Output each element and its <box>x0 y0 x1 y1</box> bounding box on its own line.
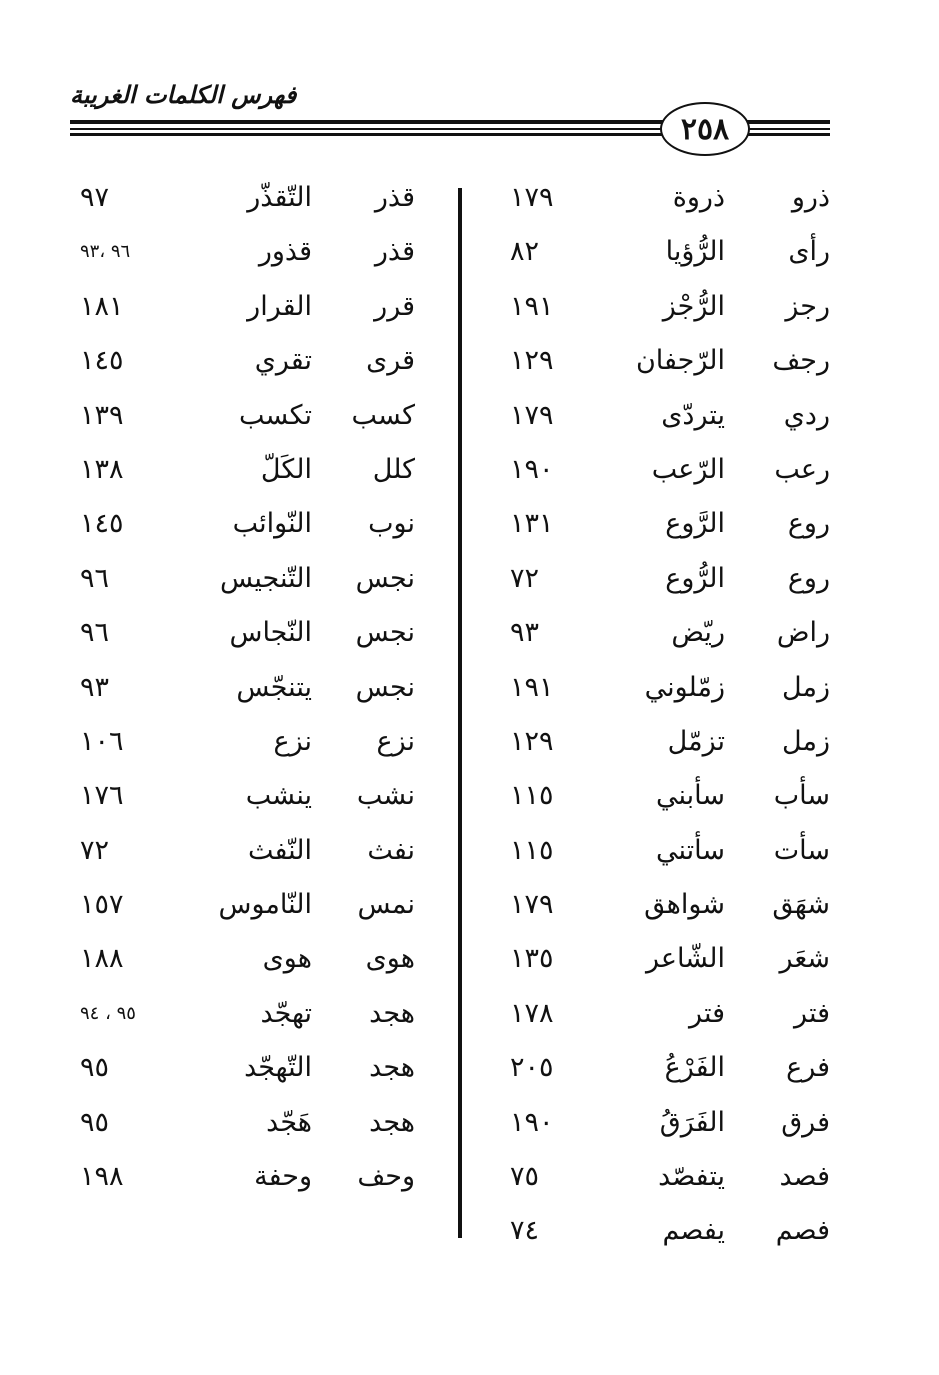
glossary-word: ريّض <box>671 617 725 649</box>
root-word: رجز <box>785 290 830 322</box>
glossary-word: النّاموس <box>218 889 312 921</box>
glossary-word: يتنجّس <box>236 671 312 703</box>
root-word: نشب <box>356 780 415 812</box>
index-entry <box>480 396 840 450</box>
index-column-right <box>480 178 840 1266</box>
glossary-word: ذروة <box>672 182 725 213</box>
index-entry <box>480 1157 840 1211</box>
glossary-word: القرار <box>247 290 312 322</box>
glossary-word: النّفث <box>247 834 312 866</box>
root-word: كلل <box>372 453 415 485</box>
page-refs: ١٣١ <box>510 508 554 540</box>
page-refs: ١٤٥ <box>80 508 124 540</box>
index-entry <box>80 559 430 613</box>
glossary-word: الرُّجْز <box>662 290 725 322</box>
glossary-word: شواهق <box>644 889 725 921</box>
glossary-word: يفصم <box>662 1215 725 1247</box>
glossary-word: التّهجّد <box>244 1052 312 1084</box>
page-refs: ١٧٩ <box>510 889 554 921</box>
glossary-word: تقري <box>254 345 312 377</box>
glossary-word: ينشب <box>245 780 312 812</box>
page-refs: ٢٠٥ <box>510 1052 554 1084</box>
page-refs: ١٩١ <box>510 290 554 322</box>
glossary-word: الرّعب <box>651 453 725 485</box>
root-word: فصم <box>775 1215 830 1247</box>
root-word: فرق <box>781 1106 830 1138</box>
page-refs: ١٧٨ <box>510 997 554 1029</box>
page-refs: ١٧٩ <box>510 182 554 213</box>
index-entry <box>480 504 840 558</box>
root-word: ردي <box>783 399 830 431</box>
index-entry <box>80 613 430 667</box>
page-refs: ١٤٥ <box>80 345 124 377</box>
glossary-word: يتردّى <box>661 399 725 431</box>
page-refs: ١١٥ <box>510 834 554 866</box>
root-word: رجف <box>772 345 830 377</box>
page-refs: ١٠٦ <box>80 725 124 757</box>
index-entry <box>80 776 430 830</box>
glossary-word: الرُّوع <box>665 562 725 594</box>
root-word: روع <box>787 508 830 540</box>
page-refs: ١١٥ <box>510 780 554 812</box>
glossary-word: نزع <box>273 725 312 757</box>
glossary-word: الرَّوع <box>665 508 725 540</box>
page-refs: ١٩٨ <box>80 1161 124 1193</box>
glossary-word: تكسب <box>238 399 312 431</box>
root-word: سأب <box>773 780 830 812</box>
index-entry <box>80 722 430 776</box>
root-word: راض <box>776 617 830 649</box>
index-entry <box>80 396 430 450</box>
index-entry <box>80 450 430 504</box>
page-refs: ١٩٠ <box>510 453 554 485</box>
index-entry <box>80 232 430 286</box>
index-entry <box>80 287 430 341</box>
index-entry <box>80 668 430 722</box>
page-refs: ٨٢ <box>510 236 540 268</box>
index-column-left <box>80 178 430 1211</box>
root-word: وحف <box>357 1161 415 1193</box>
root-word: هوى <box>365 943 415 975</box>
page-refs: ١٢٩ <box>510 345 554 377</box>
glossary-word: الكَلّ <box>260 453 312 485</box>
index-entry <box>80 994 430 1048</box>
page-refs: ٩٦ ،٩٣ <box>80 241 131 263</box>
root-word: فصد <box>779 1161 830 1193</box>
root-word: كسب <box>351 399 415 431</box>
index-entry <box>80 939 430 993</box>
page-refs: ٩٦ <box>80 562 110 594</box>
glossary-word: الشّاعر <box>645 943 725 975</box>
index-entry <box>80 1103 430 1157</box>
index-entry <box>480 1103 840 1157</box>
column-divider <box>458 188 462 1238</box>
page-refs: ٩٦ <box>80 617 110 649</box>
index-entry <box>80 1048 430 1102</box>
root-word: فتر <box>794 997 830 1029</box>
glossary-word: الفَرَقُ <box>659 1106 725 1138</box>
glossary-word: يتفصّد <box>658 1161 725 1193</box>
root-word: فرع <box>786 1052 830 1084</box>
page-refs: ١٩٠ <box>510 1106 554 1138</box>
glossary-word: سأبني <box>655 780 725 812</box>
index-entry <box>480 232 840 286</box>
glossary-word: سأتني <box>655 834 725 866</box>
glossary-word: تزمّل <box>667 725 725 757</box>
index-entry <box>480 994 840 1048</box>
page-refs: ١٧٩ <box>510 399 554 431</box>
root-word: نوب <box>368 508 415 540</box>
root-word: نزع <box>376 725 415 757</box>
page-refs: ١٣٩ <box>80 399 124 431</box>
page-refs: ١٣٥ <box>510 943 554 975</box>
index-entry <box>480 559 840 613</box>
index-entry <box>480 668 840 722</box>
index-entry <box>480 341 840 395</box>
page-refs: ٩٥ <box>80 1052 110 1084</box>
index-entry <box>80 341 430 395</box>
page-refs: ٧٤ <box>510 1215 540 1247</box>
root-word: نجس <box>355 562 415 594</box>
index-entry <box>480 287 840 341</box>
root-word: هجد <box>369 997 415 1029</box>
index-entry <box>480 885 840 939</box>
index-entry <box>480 450 840 504</box>
glossary-word: هَجّد <box>266 1106 312 1138</box>
page-refs: ١٨١ <box>80 290 124 322</box>
page-refs: ٩٥ <box>80 1106 110 1138</box>
index-entry <box>480 722 840 776</box>
glossary-word: النّوائب <box>232 508 312 540</box>
glossary-word: الفَرْعُ <box>664 1052 725 1084</box>
page-refs: ١٣٨ <box>80 453 124 485</box>
root-word: نمس <box>357 889 415 921</box>
glossary-word: النّجاس <box>229 617 312 649</box>
page-refs: ٩٧ <box>80 182 110 213</box>
root-word: هجد <box>369 1106 415 1138</box>
root-word: شعَر <box>779 943 830 975</box>
root-word: هجد <box>369 1052 415 1084</box>
index-entry <box>80 1157 430 1211</box>
root-word: نفث <box>367 834 415 866</box>
root-word: زمل <box>782 725 830 757</box>
glossary-word: تهجّد <box>260 997 312 1029</box>
index-entry <box>80 831 430 885</box>
root-word: قرى <box>366 345 415 377</box>
root-word: نجس <box>355 671 415 703</box>
index-entry <box>480 939 840 993</box>
root-word: سأت <box>773 834 830 866</box>
root-word: ذرو <box>791 182 830 213</box>
page-refs: ١٢٩ <box>510 725 554 757</box>
root-word: قرر <box>374 290 415 322</box>
glossary-word: هوى <box>262 943 312 975</box>
root-word: شهَق <box>772 889 830 921</box>
page-refs: ٩٣ <box>80 671 110 703</box>
root-word: روع <box>787 562 830 594</box>
root-word: قذر <box>374 182 415 213</box>
header-title: فهرس الكلمات الغريبة <box>70 80 297 109</box>
index-entry <box>80 178 430 232</box>
index-entry <box>480 178 840 232</box>
glossary-word: التّنجيس <box>219 562 312 594</box>
glossary-word: التّقذّر <box>247 182 312 213</box>
page-refs: ١٧٦ <box>80 780 124 812</box>
glossary-word: قذور <box>258 236 312 268</box>
page-refs: ٧٥ <box>510 1161 540 1193</box>
root-word: رعب <box>774 453 830 485</box>
page-refs: ٧٢ <box>510 562 540 594</box>
root-word: رأى <box>788 236 830 268</box>
page-refs: ٩٣ <box>510 617 540 649</box>
root-word: نجس <box>355 617 415 649</box>
page-refs: ١٨٨ <box>80 943 124 975</box>
index-entry <box>80 885 430 939</box>
glossary-word: الرّجفان <box>635 345 725 377</box>
glossary-word: زمّلوني <box>644 671 725 703</box>
page-refs: ٧٢ <box>80 834 110 866</box>
index-entry <box>480 613 840 667</box>
root-word: زمل <box>782 671 830 703</box>
index-entry <box>480 776 840 830</box>
page-refs: ٩٥ ، ٩٤ <box>80 1002 136 1024</box>
index-entry <box>480 1048 840 1102</box>
index-entry <box>480 1211 840 1265</box>
root-word: قذر <box>374 236 415 268</box>
page-refs: ١٥٧ <box>80 889 124 921</box>
page-number: ٢٥٨ <box>660 102 750 156</box>
index-entry <box>80 504 430 558</box>
glossary-word: فتر <box>689 997 725 1029</box>
index-entry <box>480 831 840 885</box>
glossary-word: الرُّؤيا <box>665 236 725 268</box>
glossary-word: وحفة <box>254 1161 312 1193</box>
page-refs: ١٩١ <box>510 671 554 703</box>
